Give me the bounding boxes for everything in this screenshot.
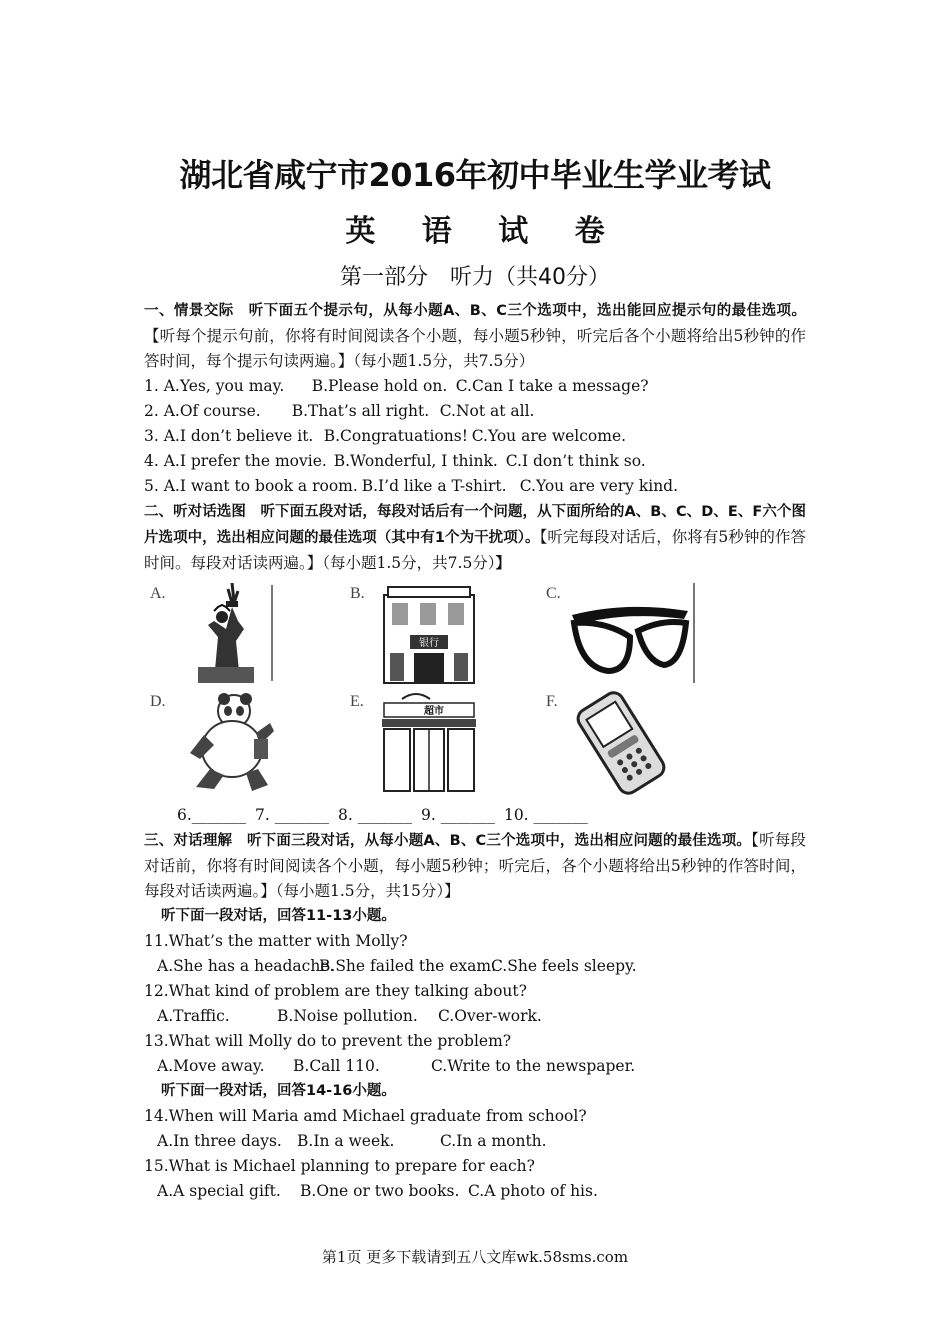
picture-label: A. (150, 585, 166, 602)
option-c: C.I don’t think so. (505, 452, 646, 470)
picture-d (144, 689, 314, 793)
exam-subtitle: 英 语 试 卷 (345, 214, 623, 249)
option-c: C.Can I take a message? (455, 377, 649, 395)
bank-building-icon (374, 581, 484, 685)
option-a: A.Traffic. (157, 1007, 230, 1025)
option-b: B.One or two books. (300, 1182, 460, 1200)
question-number: 2. (144, 402, 164, 420)
question-4 (144, 449, 806, 474)
picture-label: B. (350, 585, 365, 602)
bracket-close: 】 (495, 556, 511, 572)
question-number: 3. (144, 427, 164, 445)
question-11-options (144, 954, 806, 979)
option-b: B.Please hold on. (311, 377, 448, 395)
question-number: 4. (144, 452, 164, 470)
option-b: B.Noise pollution. (277, 1007, 418, 1025)
option-a: A.Of course. (163, 402, 261, 420)
option-c: C.In a month. (440, 1132, 547, 1150)
picture-a (144, 581, 314, 685)
option-b: B.Wonderful, I think. (333, 452, 498, 470)
question-number: 5. (144, 477, 164, 495)
bank-sign: 银行 (419, 638, 439, 649)
option-b: B.In a week. (297, 1132, 395, 1150)
section1-instruction: 【听每个提示句前，你将有时间阅读各个小题，每小题5秒钟，听完后各个小题将给出5秒钟的作答时间，每个提示句读两遍。】（每小题1.5分，共7.5分） (144, 327, 806, 370)
question-2 (144, 399, 806, 424)
mobile-phone-icon (566, 689, 676, 795)
question-11: 11.What’s the matter with Molly? (144, 932, 408, 950)
picture-label: C. (546, 585, 561, 602)
section1-heading: 一、情景交际 听下面五个提示句，从每小题A、B、C三个选项中，选出能回应提示句的最佳选项。 (144, 303, 806, 319)
picture-label: F. (546, 693, 558, 710)
exam-title: 湖北省咸宁市2016年初中毕业生学业考试 (179, 156, 771, 194)
question-1 (144, 374, 806, 399)
picture-f (540, 689, 710, 793)
option-a: A.I want to book a room. (163, 477, 358, 495)
sunglasses-icon (566, 581, 696, 685)
question-13-options (144, 1054, 806, 1079)
option-c: C.Write to the newspaper. (431, 1057, 636, 1075)
option-c: C.Not at all. (439, 402, 535, 420)
question-number: 1. (144, 377, 164, 395)
question-15: 15.What is Michael planning to prepare for each? (144, 1157, 535, 1175)
option-c: C.You are welcome. (471, 427, 627, 445)
question-14: 14.When will Maria amd Michael graduate from school? (144, 1107, 587, 1125)
section1-intro (144, 298, 806, 374)
option-b: B.That’s all right. (291, 402, 430, 420)
answer-blank[interactable]: 9. _______ (420, 806, 495, 824)
dialog1-heading: 听下面一段对话，回答11-13小题。 (161, 908, 396, 924)
picture-b (344, 581, 514, 685)
option-a: A.I don’t believe it. (163, 427, 314, 445)
question-5 (144, 474, 806, 499)
question-12: 12.What kind of problem are they talking about? (144, 982, 527, 1000)
section3-instruction: 【听每段对话前，你将有时间阅读各个小题，每小题5秒钟；听完后，各个小题将给出5秒钟的作答时间，每段对话读两遍。】（每小题1.5分，共15分）】 (144, 831, 806, 900)
section2-instruction: 【听完每段对话后，你将有5秒钟的作答时间。每段对话读两遍。】（每小题1.5分，共7.5分） (144, 528, 806, 572)
statue-of-liberty-icon (174, 581, 274, 685)
question-14-options (144, 1129, 806, 1154)
picture-c (540, 581, 710, 685)
question-12-options (144, 1004, 806, 1029)
dialog2-heading: 听下面一段对话，回答14-16小题。 (161, 1083, 396, 1099)
option-b: B.She failed the exam. (319, 957, 497, 975)
question-15-options (144, 1179, 806, 1204)
answer-blank[interactable]: 7. _______ (255, 806, 330, 824)
option-a: A.A special gift. (157, 1182, 281, 1200)
picture-options (144, 581, 806, 799)
option-a: A.I prefer the movie. (163, 452, 327, 470)
option-c: C.You are very kind. (519, 477, 679, 495)
option-a: A.Yes, you may. (163, 377, 285, 395)
panda-icon (174, 689, 284, 795)
answer-blank[interactable]: 6._______ (177, 806, 247, 824)
supermarket-sign: 超市 (424, 706, 444, 717)
section2-heading: 二、听对话选图 听下面五段对话，每段对话后有一个问题，从下面所给的A、B、C、D、E、F六个图片选项中，选出相应问题的最佳选项（其中有1个为干扰项）。 (144, 504, 806, 546)
section3-heading: 三、对话理解 听下面三段对话，从每小题A、B、C三个选项中，选出相应问题的最佳选项。 (144, 833, 752, 849)
page-footer: 第1页 更多下载请到五八文库wk.58sms.com (321, 1248, 629, 1266)
question-3 (144, 424, 806, 449)
part-heading: 第一部分 听力（共40分） (340, 265, 610, 290)
question-13: 13.What will Molly do to prevent the problem? (144, 1032, 512, 1050)
picture-label: D. (150, 693, 166, 710)
option-a: A.Move away. (157, 1057, 265, 1075)
option-c: C.Over-work. (438, 1007, 542, 1025)
exam-body (144, 298, 806, 1204)
option-b: B.Congratuations! (323, 427, 468, 445)
section2-intro (144, 499, 806, 577)
answer-blank[interactable]: 10. _______ (503, 806, 588, 824)
option-c: C.She feels sleepy. (491, 957, 637, 975)
picture-e (344, 689, 514, 793)
option-a: A.In three days. (157, 1132, 282, 1150)
answer-blank[interactable]: 8. _______ (338, 806, 412, 824)
option-a: A.She has a headache. (157, 957, 335, 975)
section3-intro (144, 828, 806, 904)
option-b: B.I’d like a T-shirt. (361, 477, 507, 495)
option-b: B.Call 110. (293, 1057, 380, 1075)
answer-blanks (144, 803, 806, 828)
supermarket-icon (374, 689, 484, 795)
picture-label: E. (350, 693, 364, 710)
option-c: C.A photo of his. (468, 1182, 598, 1200)
